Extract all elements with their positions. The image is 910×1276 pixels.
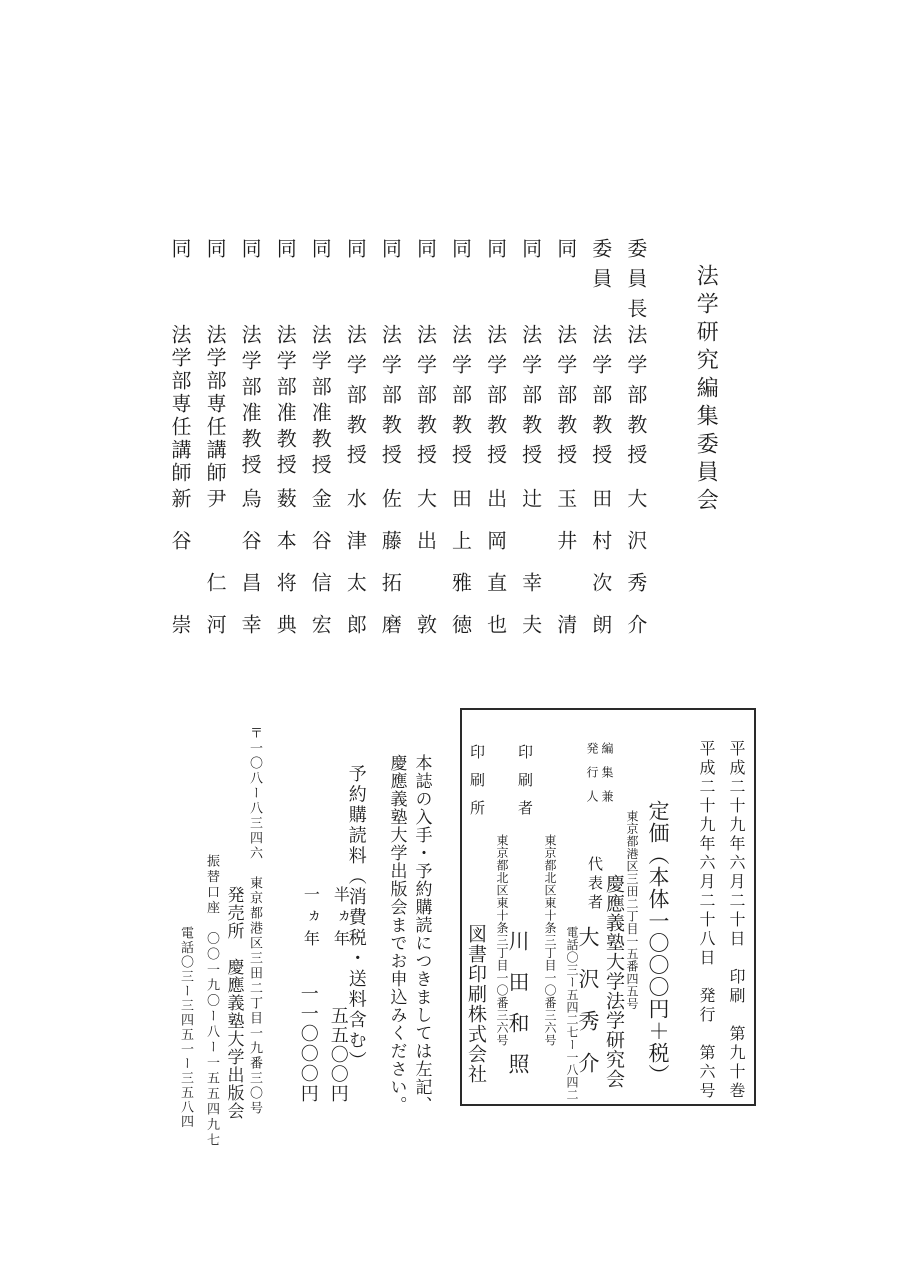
committee-title: 法学研究編集委員会 <box>694 264 720 516</box>
committee-member <box>624 238 646 658</box>
member-name: 金谷信宏 <box>308 488 331 656</box>
committee-member <box>273 238 295 658</box>
issued-date-line: 平成二十九年六月二十八日 発行 第六号 <box>697 740 714 1101</box>
committee-member <box>343 238 365 658</box>
member-role: 同 <box>238 238 261 268</box>
postal-transfer-account: 振替口座 〇〇一九〇ー八ー一五五四九七 <box>204 854 220 1149</box>
committee-member <box>203 238 225 658</box>
seller-name-line: 発売所 慶應義塾大学出版会 <box>224 886 244 1120</box>
member-name: 田上雅徳 <box>448 488 471 656</box>
publisher-phone: 電話〇三ー五四二七ー一八四二 <box>565 926 579 1101</box>
member-name: 佐藤拓磨 <box>378 488 401 656</box>
half-year-price: 五五〇〇円 <box>328 1006 349 1104</box>
committee-member <box>238 238 260 658</box>
order-notice-line-2: 慶應義塾大学出版会までお申込みください。 <box>387 754 407 1114</box>
member-name: 辻 幸夫 <box>518 488 541 656</box>
representative-name: 大沢秀介 <box>576 926 600 1094</box>
publisher-name: 慶應義塾大学法学研究会 <box>603 874 624 1089</box>
representative-label: 代表者 <box>586 856 602 913</box>
member-name: 田村次朗 <box>588 488 611 656</box>
member-role: 同 <box>308 238 331 268</box>
committee-member <box>413 238 435 658</box>
member-name: 大出 敦 <box>413 488 436 656</box>
printed-date-line: 平成二十九年六月二十日 印刷 第九十巻 <box>727 740 744 1101</box>
price-line: 定価（本体一〇〇〇円＋税） <box>646 800 670 1086</box>
member-title: 法学部教授 <box>413 324 436 474</box>
printer-company-label: 印刷所 <box>468 744 484 828</box>
member-role: 同 <box>203 238 226 268</box>
member-title: 法学部教授 <box>588 324 611 474</box>
member-role: 同 <box>553 238 576 268</box>
member-title: 法学部専任講師 <box>168 324 190 485</box>
committee-member-list <box>168 238 646 658</box>
member-name: 水津太郎 <box>343 488 366 656</box>
colophon-box <box>460 708 756 1106</box>
seller-postal-address: 〒一〇八ー八三四六 東京都港区三田二丁目一九番三〇号 <box>247 726 263 1116</box>
member-role: 委員 <box>588 238 611 298</box>
member-role: 同 <box>518 238 541 268</box>
member-name: 薮本将典 <box>273 488 296 656</box>
member-role: 同 <box>168 238 190 268</box>
member-title: 法学部専任講師 <box>203 324 226 485</box>
member-title: 法学部准教授 <box>273 324 296 480</box>
member-name: 烏谷昌幸 <box>238 488 261 656</box>
half-year-label: 半ヵ年 <box>331 886 349 952</box>
one-year-price: 一一〇〇〇円 <box>298 984 319 1104</box>
printer-company-name: 図書印刷株式会社 <box>465 924 486 1084</box>
member-title: 法学部教授 <box>623 324 646 474</box>
committee-member <box>554 238 576 658</box>
committee-member <box>519 238 541 658</box>
committee-member <box>449 238 471 658</box>
member-role: 委員長 <box>623 238 646 328</box>
member-title: 法学部教授 <box>483 324 506 474</box>
publisher-address: 東京都港区三田二丁目一五番四五号 <box>625 810 639 1010</box>
member-title: 法学部教授 <box>553 324 576 474</box>
member-role: 同 <box>448 238 471 268</box>
one-year-label: 一ヵ年 <box>301 886 319 952</box>
member-name: 玉井 清 <box>553 488 576 656</box>
member-title: 法学部教授 <box>378 324 401 474</box>
member-title: 法学部教授 <box>448 324 471 474</box>
member-title: 法学部教授 <box>343 324 366 474</box>
editor-label-left: 発行人 <box>585 742 599 814</box>
member-role: 同 <box>273 238 296 268</box>
member-title: 法学部准教授 <box>308 324 331 480</box>
committee-member <box>484 238 506 658</box>
member-role: 同 <box>343 238 366 268</box>
committee-member <box>378 238 400 658</box>
editor-publisher-label <box>584 742 614 814</box>
committee-member <box>589 238 611 658</box>
member-title: 法学部教授 <box>518 324 541 474</box>
printer-person-address: 東京都北区東十条三丁目一〇番三六号 <box>543 834 557 1047</box>
member-role: 同 <box>413 238 436 268</box>
member-name: 尹 仁河 <box>203 488 226 656</box>
member-role: 同 <box>483 238 506 268</box>
member-name: 大沢秀介 <box>623 488 646 656</box>
printer-company-address: 東京都北区東十条三丁目一〇番三六号 <box>495 834 509 1047</box>
printer-person-name: 川田和照 <box>506 930 530 1094</box>
order-notice-line-1: 本誌の入手・予約購読につきましては左記、 <box>412 754 432 1114</box>
subscription-header: 予約購読料（消費税・送料含む） <box>346 764 367 1072</box>
member-title: 法学部准教授 <box>238 324 261 480</box>
seller-phone: 電話〇三ー三四五一ー三五八四 <box>178 926 194 1129</box>
committee-member <box>168 238 190 658</box>
committee-member <box>308 238 330 658</box>
member-role: 同 <box>378 238 401 268</box>
editor-label-right: 編集兼 <box>600 742 614 814</box>
member-name: 新谷 崇 <box>168 488 190 656</box>
member-name: 出岡直也 <box>483 488 506 656</box>
printer-person-label: 印刷者 <box>516 744 532 828</box>
